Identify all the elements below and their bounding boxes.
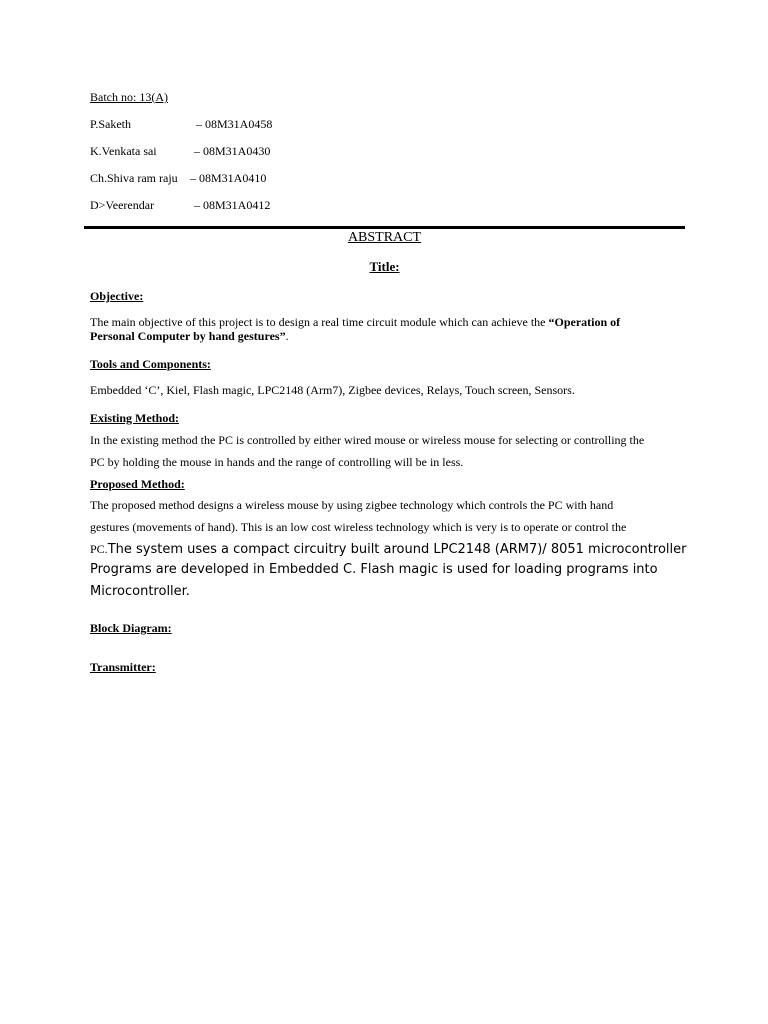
proposed-method-heading: Proposed Method: <box>90 477 185 491</box>
transmitter-heading: Transmitter: <box>90 660 156 674</box>
member-roll-number: – 08M31A0430 <box>194 144 271 158</box>
tools-heading: Tools and Components: <box>90 357 211 371</box>
objective-text-end: . <box>285 329 289 343</box>
existing-method-line: PC by holding the mouse in hands and the range of controlling will be in less. <box>90 455 464 469</box>
block-diagram-heading: Block Diagram: <box>90 621 172 635</box>
proposed-method-line: gestures (movements of hand). This is an low cost wireless technology which is very is to operate or control the <box>90 520 627 534</box>
title-label: Title: <box>369 259 400 274</box>
batch-number: Batch no: 13(A) <box>90 90 168 104</box>
objective-emphasis-line2: Personal Computer by hand gestures” <box>90 329 286 343</box>
objective-text: The main objective of this project is to design a real time circuit module which can achieve the <box>90 315 549 329</box>
objective-emphasis-line1: “Operation of <box>548 315 621 329</box>
member-name: K.Venkata sai <box>90 144 157 158</box>
member-row <box>90 198 350 212</box>
objective-paragraph <box>90 315 685 343</box>
member-name: P.Saketh <box>90 117 132 131</box>
member-row <box>90 144 350 158</box>
tools-text: Embedded ‘C’, Kiel, Flash magic, LPC2148 (Arm7), Zigbee devices, Relays, Touch screen, Sensors. <box>90 383 575 397</box>
member-roll-number: – 08M31A0412 <box>194 198 271 212</box>
member-name: Ch.Shiva ram raju <box>90 171 178 185</box>
member-roll-number: – 08M31A0410 <box>190 171 267 185</box>
existing-method-heading: Existing Method: <box>90 411 180 425</box>
proposed-method-line: Microcontroller. <box>90 584 190 599</box>
member-row <box>90 117 350 131</box>
objective-heading: Objective: <box>90 289 144 303</box>
proposed-method-line <box>90 541 687 558</box>
proposed-method-line: Programs are developed in Embedded C. Flash magic is used for loading programs into <box>90 562 658 577</box>
existing-method-line: In the existing method the PC is controlled by either wired mouse or wireless mouse for selecting or controlling the <box>90 433 645 447</box>
member-roll-number: – 08M31A0458 <box>196 117 273 131</box>
member-name: D>Veerendar <box>90 198 155 212</box>
proposed-method-line: The proposed method designs a wireless mouse by using zigbee technology which controls the PC with hand <box>90 498 614 512</box>
member-row <box>90 171 350 185</box>
proposed-text-serif: PC. <box>90 542 108 556</box>
abstract-heading: ABSTRACT <box>347 230 422 245</box>
proposed-text-sans: The system uses a compact circuitry built around LPC2148 (ARM7)/ 8051 microcontroller <box>107 542 687 557</box>
